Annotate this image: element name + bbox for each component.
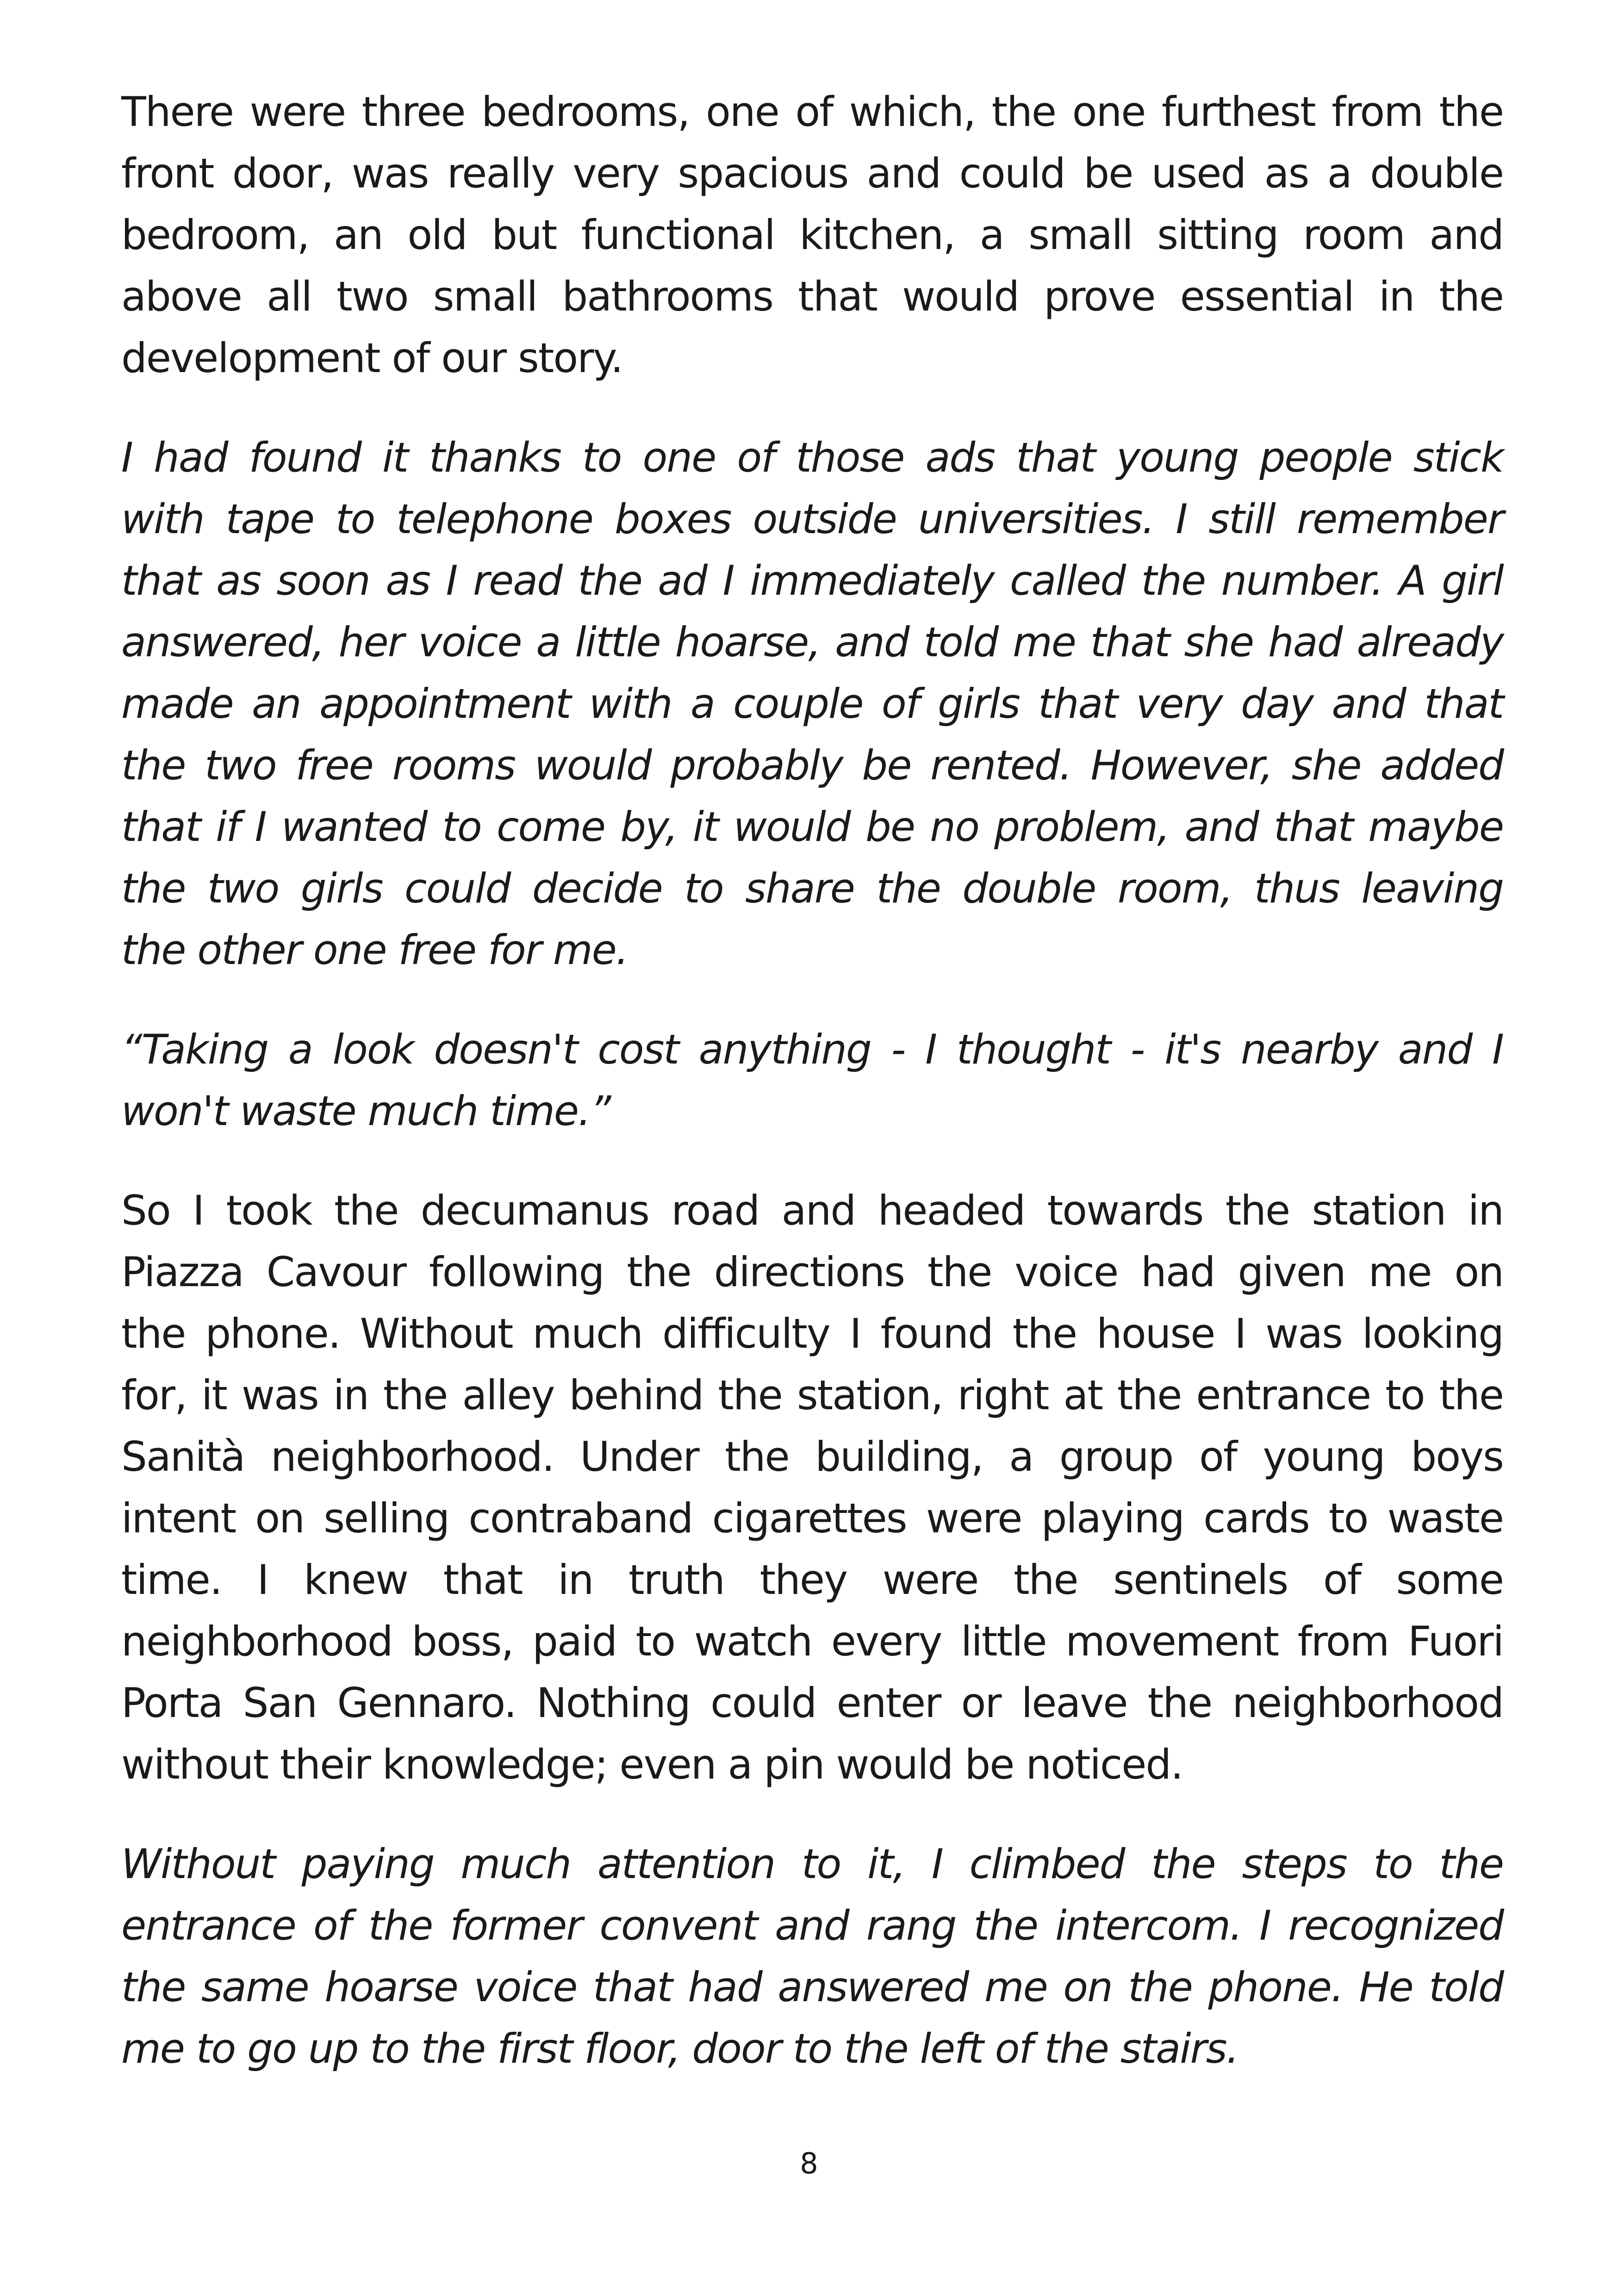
paragraph-2 <box>121 427 1503 981</box>
paragraph-1 <box>121 81 1503 389</box>
text-line: Without paying much attention to it, I climbed the steps to the <box>121 1840 1503 1888</box>
text-line: Porta San Gennaro. Nothing could enter or leave the neighborhood <box>121 1679 1503 1727</box>
paragraph-4 <box>121 1180 1503 1795</box>
text-line: So I took the decumanus road and headed towards the station in <box>121 1187 1503 1234</box>
text-line: the other one free for me. <box>121 926 628 974</box>
text-line: that as soon as I read the ad I immediately called the number. A girl <box>121 557 1503 604</box>
text-line: won't waste much time.” <box>121 1087 610 1135</box>
text-line: There were three bedrooms, one of which, the one furthest from the <box>121 88 1503 136</box>
text-line: the two girls could decide to share the double room, thus leaving <box>121 865 1503 912</box>
text-line: the phone. Without much difficulty I found the house I was looking <box>121 1310 1503 1357</box>
text-line: intent on selling contraband cigarettes were playing cards to waste <box>121 1494 1503 1542</box>
text-line: for, it was in the alley behind the station, right at the entrance to the <box>121 1371 1503 1419</box>
text-line: neighborhood boss, paid to watch every little movement from Fuori <box>121 1618 1503 1665</box>
text-line: bedroom, an old but functional kitchen, a small sitting room and <box>121 211 1503 259</box>
text-line: me to go up to the first floor, door to the left of the stairs. <box>121 2025 1238 2072</box>
text-line: development of our story. <box>121 334 622 382</box>
text-line: answered, her voice a little hoarse, and told me that she had already <box>121 618 1503 666</box>
text-line: “Taking a look doesn't cost anything - I thought - it's nearby and I <box>121 1026 1503 1073</box>
text-line: above all two small bathrooms that would prove essential in the <box>121 273 1503 320</box>
body-text <box>121 81 1503 2079</box>
text-line: made an appointment with a couple of girls that very day and that <box>121 680 1503 728</box>
text-line: without their knowledge; even a pin would be noticed. <box>121 1741 1183 1788</box>
text-line: I had found it thanks to one of those ads that young people stick <box>121 434 1503 481</box>
text-line: Piazza Cavour following the directions the voice had given me on <box>121 1248 1503 1296</box>
text-line: the two free rooms would probably be rented. However, she added <box>121 741 1503 789</box>
paragraph-3 <box>121 1019 1503 1142</box>
page-number: 8 <box>800 2147 818 2180</box>
text-line: Sanità neighborhood. Under the building, a group of young boys <box>121 1433 1503 1481</box>
text-line: front door, was really very spacious and could be used as a double <box>121 149 1503 197</box>
paragraph-5 <box>121 1833 1503 2079</box>
text-line: with tape to telephone boxes outside universities. I still remember <box>121 495 1503 543</box>
text-line: the same hoarse voice that had answered me on the phone. He told <box>121 1963 1503 2011</box>
text-line: that if I wanted to come by, it would be no problem, and that maybe <box>121 803 1503 851</box>
text-line: time. I knew that in truth they were the sentinels of some <box>121 1556 1503 1604</box>
text-line: entrance of the former convent and rang the intercom. I recognized <box>121 1902 1503 1949</box>
